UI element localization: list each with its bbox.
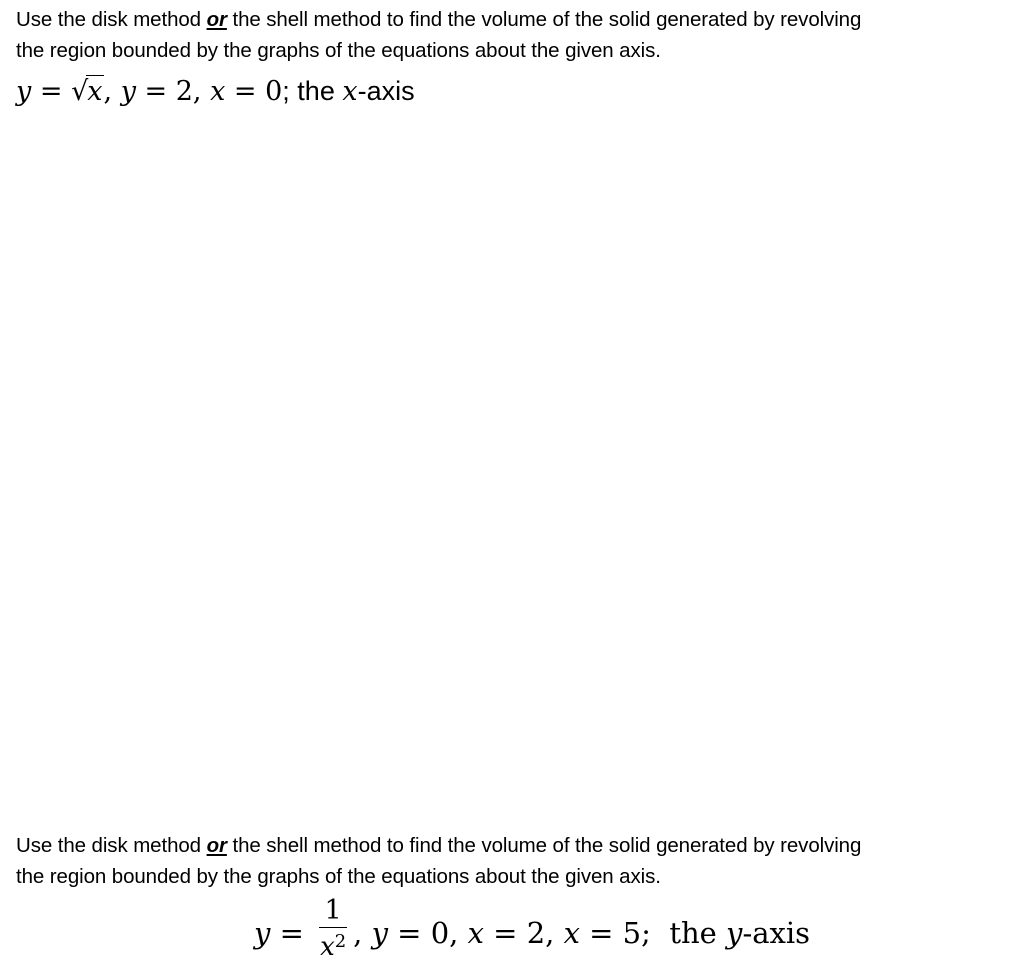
eq-axis-var: y: [726, 915, 743, 950]
eq-var: y: [371, 915, 388, 950]
eq-var: y: [120, 76, 136, 107]
eq-var: y: [16, 76, 32, 107]
fraction-denominator: [315, 928, 351, 961]
eq-axis-var: x: [342, 76, 358, 107]
instructions-text: Use the disk method: [16, 834, 207, 857]
eq-var: x: [210, 76, 226, 107]
eq-op: = 0,: [387, 915, 468, 950]
eq-op: = 0: [225, 76, 283, 107]
emphasis-or: or: [206, 8, 227, 31]
den-var: x: [320, 932, 335, 962]
instructions-text: the region bounded by the graphs of the equations about the given axis.: [16, 865, 661, 888]
sqrt-radicand: x: [87, 76, 103, 107]
instructions-text: the region bounded by the graphs of the equations about the given axis.: [16, 39, 661, 62]
problem-2-instructions: [16, 830, 1016, 892]
eq-axis-suffix: -axis: [742, 915, 811, 950]
eq-sep: ,: [103, 76, 121, 107]
eq-op: =: [270, 915, 314, 950]
instructions-text: the shell method to find the volume of the solid generated by revolving: [226, 8, 862, 31]
fraction: [315, 896, 351, 961]
problem-2-equation: [254, 896, 810, 966]
eq-axis-suffix: -axis: [357, 76, 415, 106]
eq-var: y: [254, 915, 271, 950]
eq-op: =: [31, 76, 72, 107]
eq-axis-label: ; the: [282, 76, 343, 106]
eq-op: = 2,: [483, 915, 564, 950]
eq-var: x: [563, 915, 580, 950]
fraction-numerator: 1: [324, 895, 342, 926]
den-exponent: 2: [334, 931, 347, 952]
eq-op: = 2,: [135, 76, 211, 107]
eq-axis-label: = 5; the: [579, 915, 727, 950]
problem-1-equation: [16, 74, 415, 109]
emphasis-or: or: [206, 834, 227, 857]
problem-1-instructions: [16, 4, 1016, 66]
instructions-text: the shell method to find the volume of the solid generated by revolving: [226, 834, 862, 857]
eq-var: x: [467, 915, 484, 950]
instructions-text: Use the disk method: [16, 8, 207, 31]
eq-sep: ,: [353, 915, 372, 950]
sqrt-expression: √x: [71, 76, 103, 107]
